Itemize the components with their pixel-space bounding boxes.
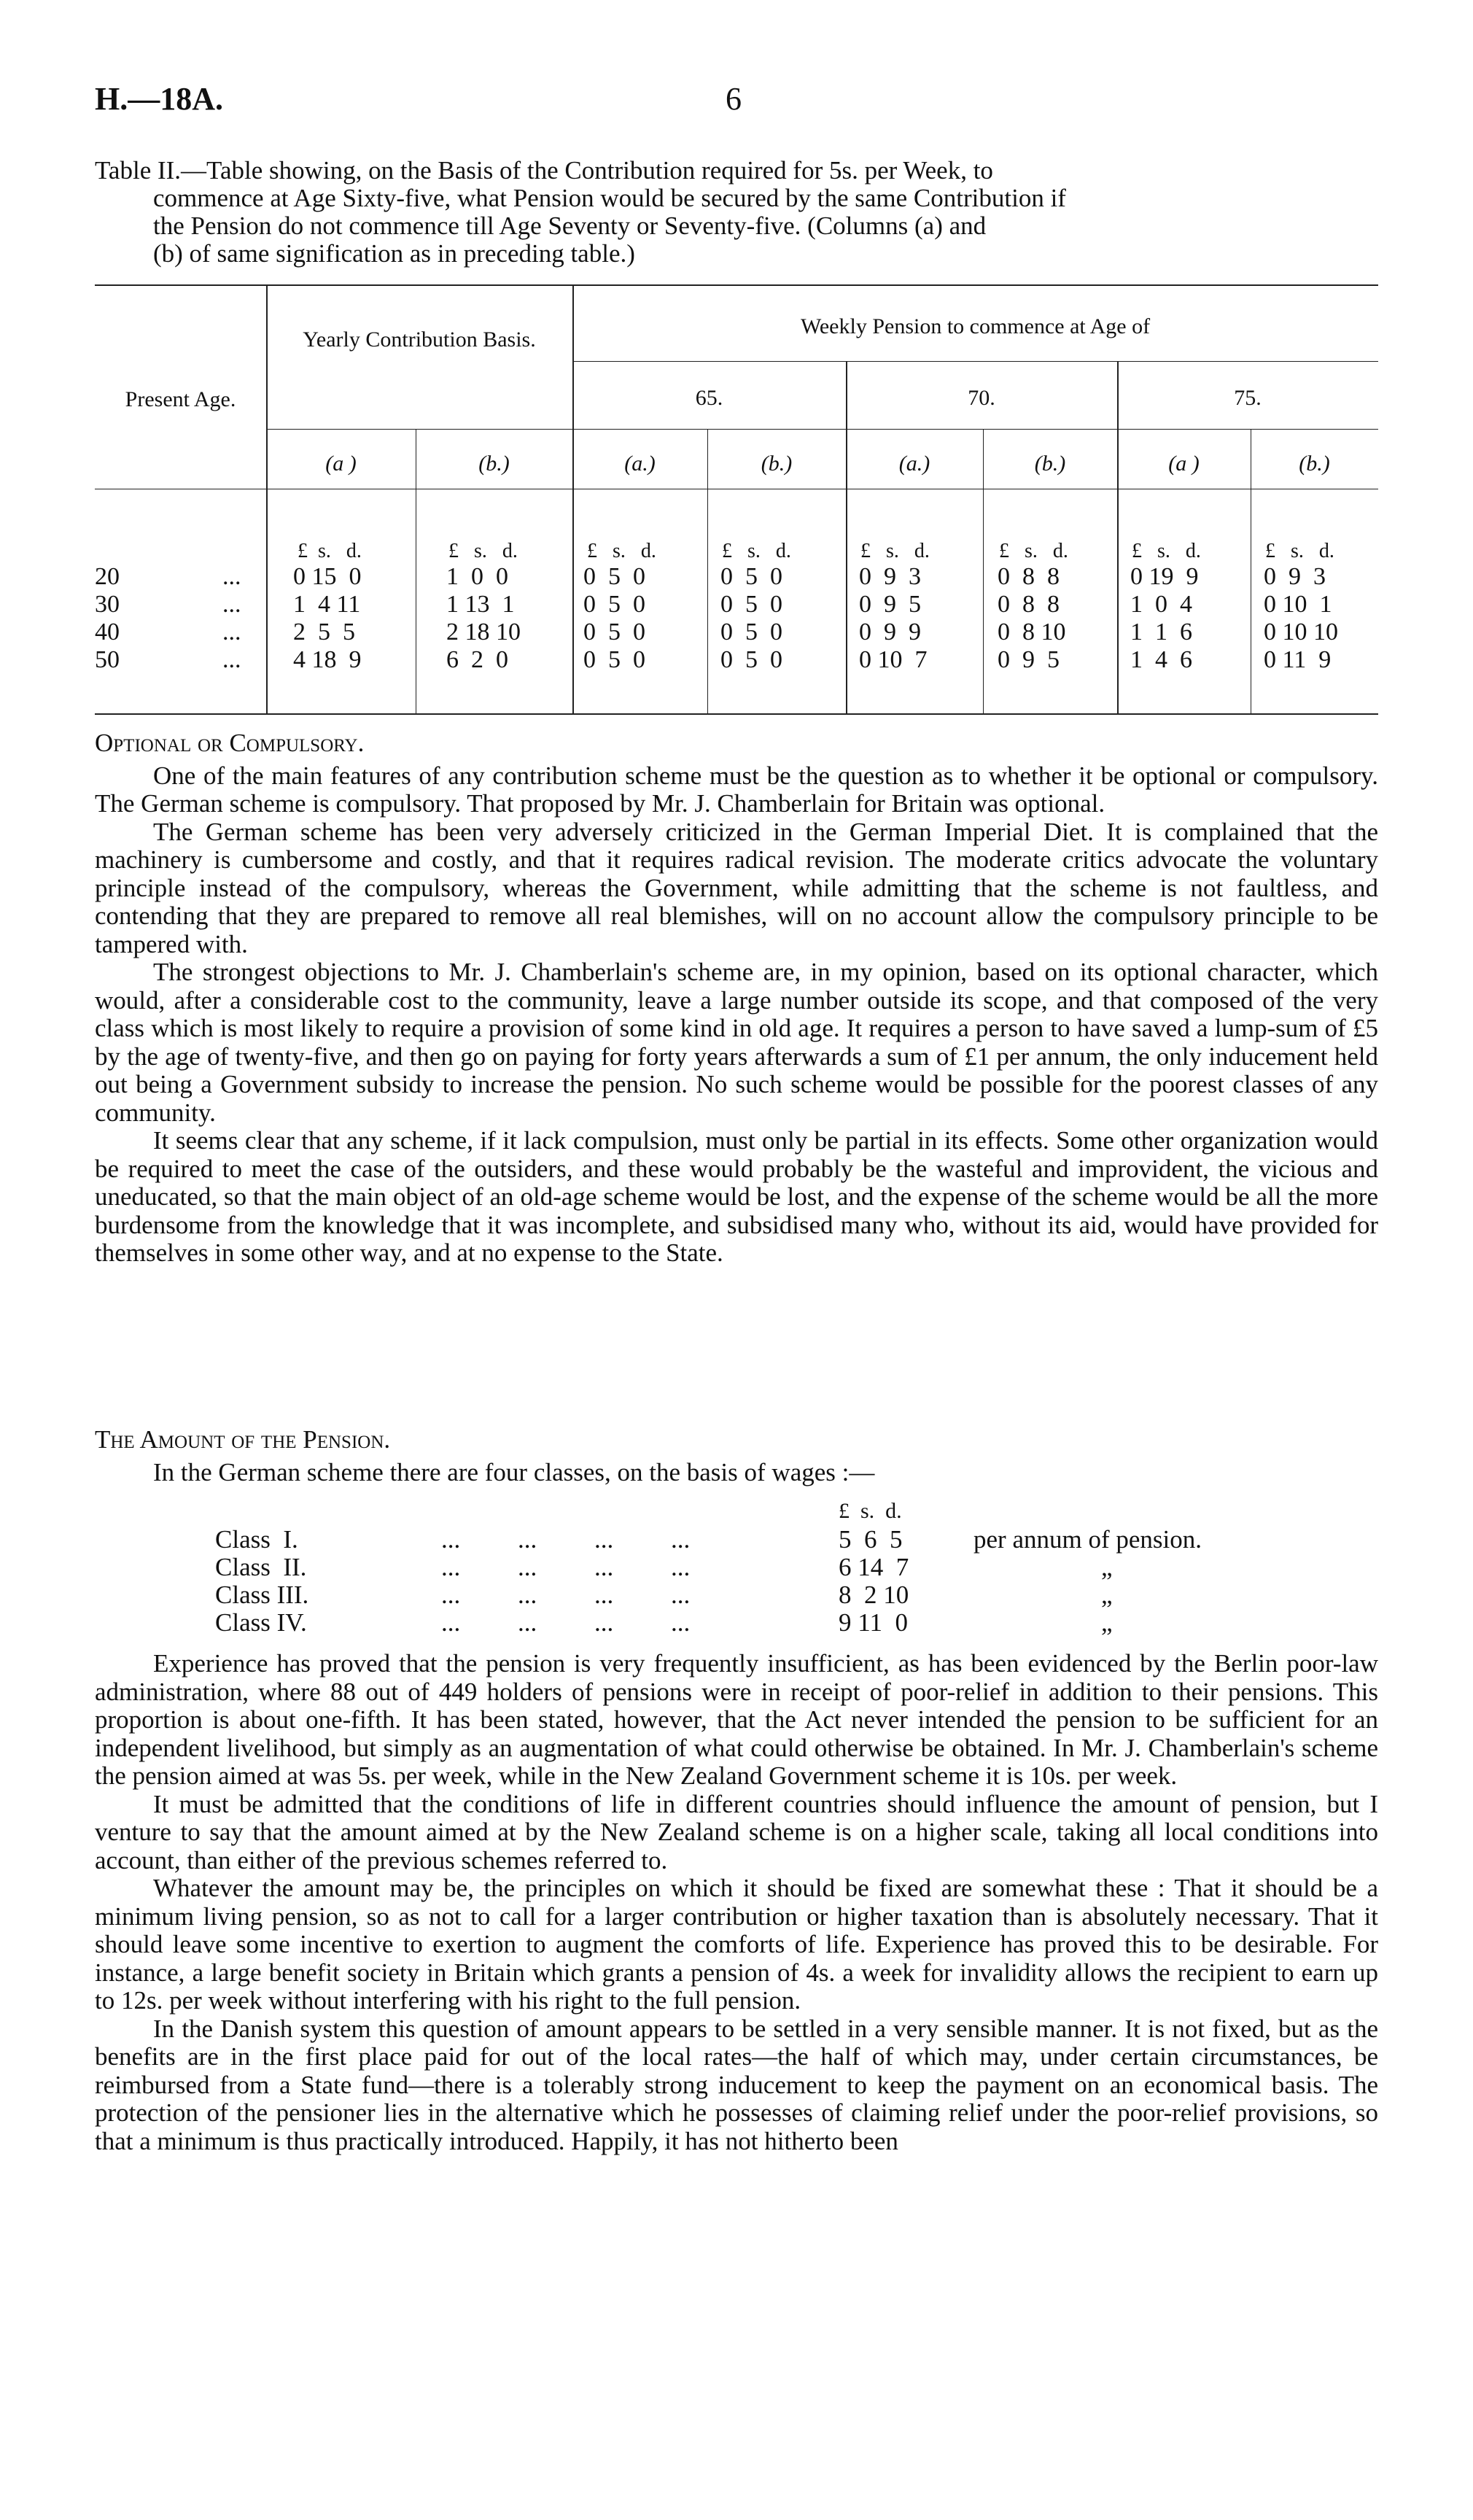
unit-label: £ s. d. <box>1265 540 1334 562</box>
leader-dots: ... ... ... ... <box>441 1553 691 1581</box>
subheader-b: (b.) <box>761 451 793 476</box>
value-cell: 0 8 8 <box>998 563 1060 590</box>
value-cell: 4 18 9 <box>293 646 362 673</box>
class-note: „ <box>1101 1553 1113 1581</box>
unit-label: £ s. d. <box>1132 540 1201 562</box>
paragraph: One of the main features of any contribution scheme must be the question as to whether it be optional or compulsory. The German scheme is compulsory. That proposed by Mr. J. Chamberlain for Britain was optional. <box>95 761 1378 818</box>
paragraph: It must be admitted that the conditions of life in different countries should influence the amount of pension, but I venture to say that the amount aimed at by the New Zealand scheme is on a higher scale, taking all local conditions into account, than either of the previous schemes referred to. <box>95 1789 1378 1875</box>
value-cell: 0 10 7 <box>859 646 928 673</box>
leader-dots: ... <box>222 646 241 673</box>
header-age-65: 65. <box>695 386 723 410</box>
paragraph: The strongest objections to Mr. J. Chamberlain's scheme are, in my opinion, based on its optional character, which would, after a considerable cost to the community, leave a large number outside its scope, and that composed of the very class which is most likely to require a provision of some kind in old age. It requires a person to have saved a lump-sum of £5 by the age of twenty-five, and then go on paying for forty years afterwards a sum of £1 per annum, the only inducement held out being a Government subsidy to increase the pension. No such scheme would be possible for the poorest classes of any community. <box>95 958 1378 1127</box>
class-note: per annum of pension. <box>973 1525 1202 1554</box>
paragraph: Whatever the amount may be, the principles on which it should be fixed are somewhat these : That it should be a minimum living pension, so as not to call for a larger contribution or higher taxation than is absolutely necessary. That it should leave some incentive to exertion to augment the comforts of life. Experience has proved this to be desirable. For instance, a large benefit society in Britain which grants a pension of 4s. a week for invalidity allows the recipient to earn up to 12s. per week without interfering with his right to the full pension. <box>95 1874 1378 2015</box>
section-heading: The Amount of the Pension. <box>95 1425 391 1454</box>
subheader-a: (a ) <box>325 451 357 476</box>
section-amount-pension <box>95 1426 1378 1486</box>
unit-label: £ s. d. <box>860 540 930 562</box>
table-rule <box>266 429 1378 430</box>
table-vrule <box>572 284 574 713</box>
subheader-a: (a.) <box>898 451 930 476</box>
header-age-70: 70. <box>968 386 995 410</box>
paragraph: Experience has proved that the pension is very frequently insufficient, as has been evidenced by the Berlin poor-law administration, where 88 out of 449 holders of pensions were in receipt of poor-relief in addition to their pensions. This proportion is about one-fifth. It has been stated, however, that the Act never intended the pension to be sufficient for an independent livelihood, but simply as an augmentation of what could otherwise be obtained. In Mr. J. Chamberlain's scheme the pension aimed at was 5s. per week, while in the New Zealand Government scheme it is 10s. per week. <box>95 1649 1378 1790</box>
section-optional-compulsory <box>95 729 1378 1268</box>
page-header <box>95 80 1378 124</box>
paragraph: In the Danish system this question of amount appears to be settled in a very sensible manner. It is not fixed, but as the benefits are in the first place paid for out of the local rates—the half of which may, under certain circumstances, be reimbursed from a State fund—there is a tolerably strong inducement to keep the payment on an economical basis. The protection of the pensioner lies in the alternative which he possesses of claiming relief under the poor-relief provisions, so that a minimum is thus practically introduced. Happily, it has not hitherto been <box>95 2014 1378 2155</box>
subheader-a: (a.) <box>624 451 656 476</box>
table-vrule <box>1117 361 1119 713</box>
value-cell: 0 9 9 <box>859 619 921 645</box>
unit-label: £ s. d. <box>298 540 362 562</box>
header-age-75: 75. <box>1234 386 1262 410</box>
value-cell: 0 15 0 <box>293 563 362 590</box>
age-cell: 40 <box>95 619 120 645</box>
subheader-a: (a ) <box>1168 451 1200 476</box>
unit-label: £ s. d. <box>999 540 1068 562</box>
units-label: £ s. d. <box>839 1499 902 1523</box>
value-cell: 2 5 5 <box>293 619 355 645</box>
class-amount: 9 11 0 <box>839 1608 908 1637</box>
table-rule-top <box>95 284 1378 286</box>
caption-line: (b) of same signification as in preceding table.) <box>153 239 635 268</box>
table-vrule <box>846 361 847 713</box>
pension-table <box>95 284 1378 715</box>
class-label: Class IV. <box>215 1608 307 1637</box>
value-cell: 0 5 0 <box>583 591 645 618</box>
unit-label: £ s. d. <box>448 540 518 562</box>
value-cell: 0 5 0 <box>720 563 782 590</box>
unit-label: £ s. d. <box>722 540 791 562</box>
value-cell: 0 5 0 <box>583 563 645 590</box>
caption-line: commence at Age Sixty-five, what Pension would be secured by the same Contribution if <box>153 184 1066 212</box>
leader-dots: ... ... ... ... <box>441 1525 691 1554</box>
value-cell: 1 4 6 <box>1130 646 1192 673</box>
leader-dots: ... ... ... ... <box>441 1581 691 1609</box>
value-cell: 0 10 10 <box>1264 619 1338 645</box>
paragraph: It seems clear that any scheme, if it lack compulsion, must only be partial in its effects. Some other organization would be required to meet the case of the outsiders, and these would probably be the wasteful and improvident, the vicious and uneducated, so that the main object of an old-age scheme would be lost, and the expense of the scheme would be all the more burdensome from the knowledge that it was incomplete, and subsidised many who, without its aid, would have provided for themselves in some other way, and at no expense to the State. <box>95 1126 1378 1267</box>
page-number: 6 <box>726 81 742 117</box>
value-cell: 0 5 0 <box>583 646 645 673</box>
value-cell: 1 0 4 <box>1130 591 1192 618</box>
value-cell: 0 5 0 <box>720 591 782 618</box>
value-cell: 2 18 10 <box>446 619 521 645</box>
value-cell: 1 1 6 <box>1130 619 1192 645</box>
table-rule-bottom <box>95 713 1378 715</box>
caption-line: the Pension do not commence till Age Seventy or Seventy-five. (Columns (a) and <box>153 212 987 240</box>
class-amount: 5 6 5 <box>839 1525 903 1554</box>
leader-dots: ... ... ... ... <box>441 1608 691 1637</box>
table-caption <box>95 157 1378 268</box>
value-cell: 0 5 0 <box>720 619 782 645</box>
value-cell: 0 9 3 <box>1264 563 1326 590</box>
value-cell: 0 10 1 <box>1264 591 1332 618</box>
paragraph: In the German scheme there are four classes, on the basis of wages :— <box>153 1457 875 1486</box>
class-amount: 8 2 10 <box>839 1581 909 1609</box>
class-label: Class I. <box>215 1525 298 1554</box>
table-vrule <box>266 284 268 713</box>
report-reference: H.—18A. <box>95 81 223 117</box>
unit-label: £ s. d. <box>587 540 656 562</box>
value-cell: 1 4 11 <box>293 591 361 618</box>
age-cell: 50 <box>95 646 120 673</box>
class-note: „ <box>1101 1608 1113 1637</box>
wage-classes-table <box>95 1499 1378 1645</box>
table-rule <box>572 361 1378 362</box>
header-weekly-pension: Weekly Pension to commence at Age of <box>800 314 1151 338</box>
paragraph: The German scheme has been very adversely criticized in the German Imperial Diet. It is complained that the machinery is cumbersome and costly, and that it requires radical revision. The moderate critics advocate the voluntary principle instead of the compulsory, whereas the Government, while admitting that the scheme is not faultless, and contending that they are prepared to remove all real blemishes, will on no account allow the compulsory principle to be tampered with. <box>95 817 1378 958</box>
section-amount-pension-body <box>95 1650 1378 2155</box>
header-present-age: Present Age. <box>125 387 236 411</box>
value-cell: 6 2 0 <box>446 646 508 673</box>
value-cell: 0 9 3 <box>859 563 921 590</box>
class-label: Class II. <box>215 1553 307 1581</box>
value-cell: 0 9 5 <box>859 591 921 618</box>
age-cell: 30 <box>95 591 120 618</box>
header-yearly-contribution: Yearly Contribution Basis. <box>303 327 536 352</box>
leader-dots: ... <box>222 563 241 590</box>
subheader-b: (b.) <box>478 451 510 476</box>
leader-dots: ... <box>222 591 241 618</box>
leader-dots: ... <box>222 619 241 645</box>
value-cell: 0 8 10 <box>998 619 1066 645</box>
value-cell: 0 11 9 <box>1264 646 1332 673</box>
class-note: „ <box>1101 1581 1113 1609</box>
subheader-b: (b.) <box>1034 451 1066 476</box>
section-heading: Optional or Compulsory. <box>95 729 365 757</box>
value-cell: 0 19 9 <box>1130 563 1199 590</box>
value-cell: 1 13 1 <box>446 591 515 618</box>
value-cell: 0 5 0 <box>583 619 645 645</box>
value-cell: 0 8 8 <box>998 591 1060 618</box>
class-amount: 6 14 7 <box>839 1553 909 1581</box>
value-cell: 1 0 0 <box>446 563 508 590</box>
class-label: Class III. <box>215 1581 309 1609</box>
caption-line: Table II.—Table showing, on the Basis of the Contribution required for 5s. per Week, to <box>95 156 993 185</box>
age-cell: 20 <box>95 563 120 590</box>
subheader-b: (b.) <box>1299 451 1330 476</box>
value-cell: 0 9 5 <box>998 646 1060 673</box>
value-cell: 0 5 0 <box>720 646 782 673</box>
